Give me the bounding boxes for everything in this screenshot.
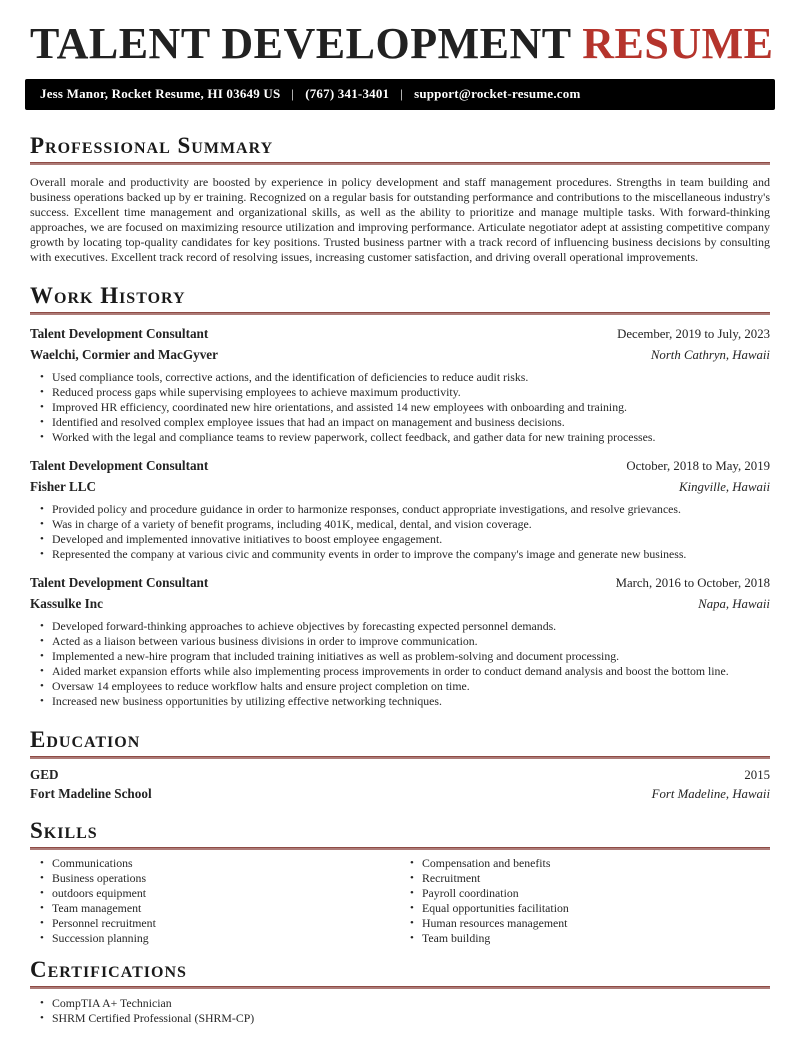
page-title — [30, 19, 774, 68]
section-work-history — [30, 284, 770, 709]
job-dates: December, 2019 to July, 2023 — [617, 327, 770, 341]
bullet-item: • Worked with the legal and compliance teams to review paperwork, collect feedback, and gather data for new training processes. — [30, 430, 770, 445]
certification-item: • SHRM Certified Professional (SHRM-CP) — [30, 1011, 770, 1026]
certification-item: • CompTIA A+ Technician — [30, 996, 770, 1011]
bullet-item: • Was in charge of a variety of benefit programs, including 401K, medical, dental, and vision coverage. — [30, 517, 770, 532]
job-entry — [30, 574, 770, 709]
bullet-item: • Provided policy and procedure guidance in order to harmonize responses, conduct appropriate investigations, and resolve grievances. — [30, 502, 770, 517]
section-professional-summary — [30, 134, 770, 265]
skill-item: • Team management — [30, 901, 400, 916]
contact-email: support@rocket-resume.com — [414, 86, 581, 101]
job-title-row — [30, 325, 770, 343]
job-dates: March, 2016 to October, 2018 — [615, 576, 770, 590]
skill-item: • Business operations — [30, 871, 400, 886]
job-company: Waelchi, Cormier and MacGyver — [30, 347, 219, 362]
education-location: Fort Madeline, Hawaii — [651, 787, 770, 801]
title-main: TALENT DEVELOPMENT — [30, 19, 571, 68]
education-heading: Education — [30, 727, 141, 752]
skill-item: • Succession planning — [30, 931, 400, 946]
bullet-item: • Represented the company at various civic and community events in order to improve the company's image and generate new business. — [30, 547, 770, 562]
education-school: Fort Madeline School — [30, 786, 152, 801]
bullet-item: • Developed forward-thinking approaches to achieve objectives by forecasting expected personnel demands. — [30, 619, 770, 634]
bullet-item: • Increased new business opportunities by utilizing effective networking techniques. — [30, 694, 770, 709]
education-degree: GED — [30, 767, 59, 782]
contact-address: Jess Manor, Rocket Resume, HI 03649 US — [40, 86, 281, 101]
education-school-row — [30, 786, 770, 802]
skill-item: • Equal opportunities facilitation — [400, 901, 770, 916]
education-degree-row — [30, 767, 770, 783]
job-location: Napa, Hawaii — [698, 597, 770, 611]
section-rule — [30, 986, 770, 989]
job-title-row — [30, 574, 770, 592]
skill-item: • outdoors equipment — [30, 886, 400, 901]
section-rule — [30, 312, 770, 315]
skill-item: • Communications — [30, 856, 400, 871]
work-history-heading: Work History — [30, 283, 186, 308]
section-certifications — [30, 958, 770, 1026]
skill-item: • Compensation and benefits — [400, 856, 770, 871]
section-skills — [30, 819, 770, 946]
bullet-item: • Aided market expansion efforts while also implementing process improvements in order to conduct demand analysis and boost the bottom line. — [30, 664, 770, 679]
job-dates: October, 2018 to May, 2019 — [626, 459, 770, 473]
job-title: Talent Development Consultant — [30, 458, 209, 473]
summary-heading: Professional Summary — [30, 133, 274, 158]
contact-phone: (767) 341-3401 — [305, 86, 390, 101]
bullet-item: • Oversaw 14 employees to reduce workflow halts and ensure project completion on time. — [30, 679, 770, 694]
skills-column-left — [30, 856, 400, 946]
certifications-list — [30, 996, 770, 1026]
section-rule — [30, 756, 770, 759]
skills-columns — [30, 856, 770, 946]
education-year: 2015 — [744, 768, 770, 782]
skills-heading: Skills — [30, 818, 98, 843]
job-company: Kassulke Inc — [30, 596, 103, 611]
resume-page — [0, 19, 800, 1026]
skill-item: • Payroll coordination — [400, 886, 770, 901]
skill-item: • Recruitment — [400, 871, 770, 886]
bullet-item: • Used compliance tools, corrective actions, and the identification of deficiencies to reduce audit risks. — [30, 370, 770, 385]
job-title: Talent Development Consultant — [30, 326, 209, 341]
summary-text: Overall morale and productivity are boosted by experience in policy development and staff management procedures. Strengths in team building and business operations backed up by er training. Recognized on a regular basis for outstanding performance and contributions to the miscellaneous industry's success. Excellent time management and organizational skills, as well as the ability to prioritize and manage multiple tasks. With forward-thinking approaches, we are focused on maximizing resource utilization and improving performance. Articulate negotiator adept at assisting competitive company growth by locating top-quality candidates for key positions. Trusted business partner with a track record of influencing business decisions by consulting with executives. Excellent track record of resolving issues, increasing customer satisfaction, and driving overall operational improvements. — [30, 175, 770, 264]
job-location: Kingville, Hawaii — [679, 480, 770, 494]
bullet-item: • Reduced process gaps while supervising employees to achieve maximum productivity. — [30, 385, 770, 400]
job-bullet-list — [30, 619, 770, 709]
bullet-item: • Implemented a new-hire program that included training initiatives as well as problem-solving and document processing. — [30, 649, 770, 664]
bullet-item: • Identified and resolved complex employee issues that had an impact on management and business decisions. — [30, 415, 770, 430]
section-rule — [30, 847, 770, 850]
bullet-item: • Acted as a liaison between various business divisions in order to improve communication. — [30, 634, 770, 649]
job-bullet-list — [30, 370, 770, 445]
job-company-row — [30, 478, 770, 496]
title-accent: RESUME — [582, 19, 774, 68]
section-rule — [30, 162, 770, 165]
education-entry — [30, 767, 770, 802]
contact-separator: | — [400, 86, 404, 101]
skill-item: • Team building — [400, 931, 770, 946]
skills-column-right — [400, 856, 770, 946]
contact-separator: | — [291, 86, 295, 101]
job-company-row — [30, 346, 770, 364]
skill-item: • Human resources management — [400, 916, 770, 931]
job-entry — [30, 457, 770, 562]
job-company-row — [30, 595, 770, 613]
job-title-row — [30, 457, 770, 475]
certifications-heading: Certifications — [30, 957, 187, 982]
job-bullet-list — [30, 502, 770, 562]
job-entry — [30, 325, 770, 445]
section-education — [30, 728, 770, 802]
skill-item: • Personnel recruitment — [30, 916, 400, 931]
job-title: Talent Development Consultant — [30, 575, 209, 590]
bullet-item: • Developed and implemented innovative initiatives to boost employee engagement. — [30, 532, 770, 547]
bullet-item: • Improved HR efficiency, coordinated new hire orientations, and assisted 14 new employees with onboarding and training. — [30, 400, 770, 415]
job-company: Fisher LLC — [30, 479, 97, 494]
contact-bar — [25, 79, 775, 110]
job-location: North Cathryn, Hawaii — [650, 348, 770, 362]
